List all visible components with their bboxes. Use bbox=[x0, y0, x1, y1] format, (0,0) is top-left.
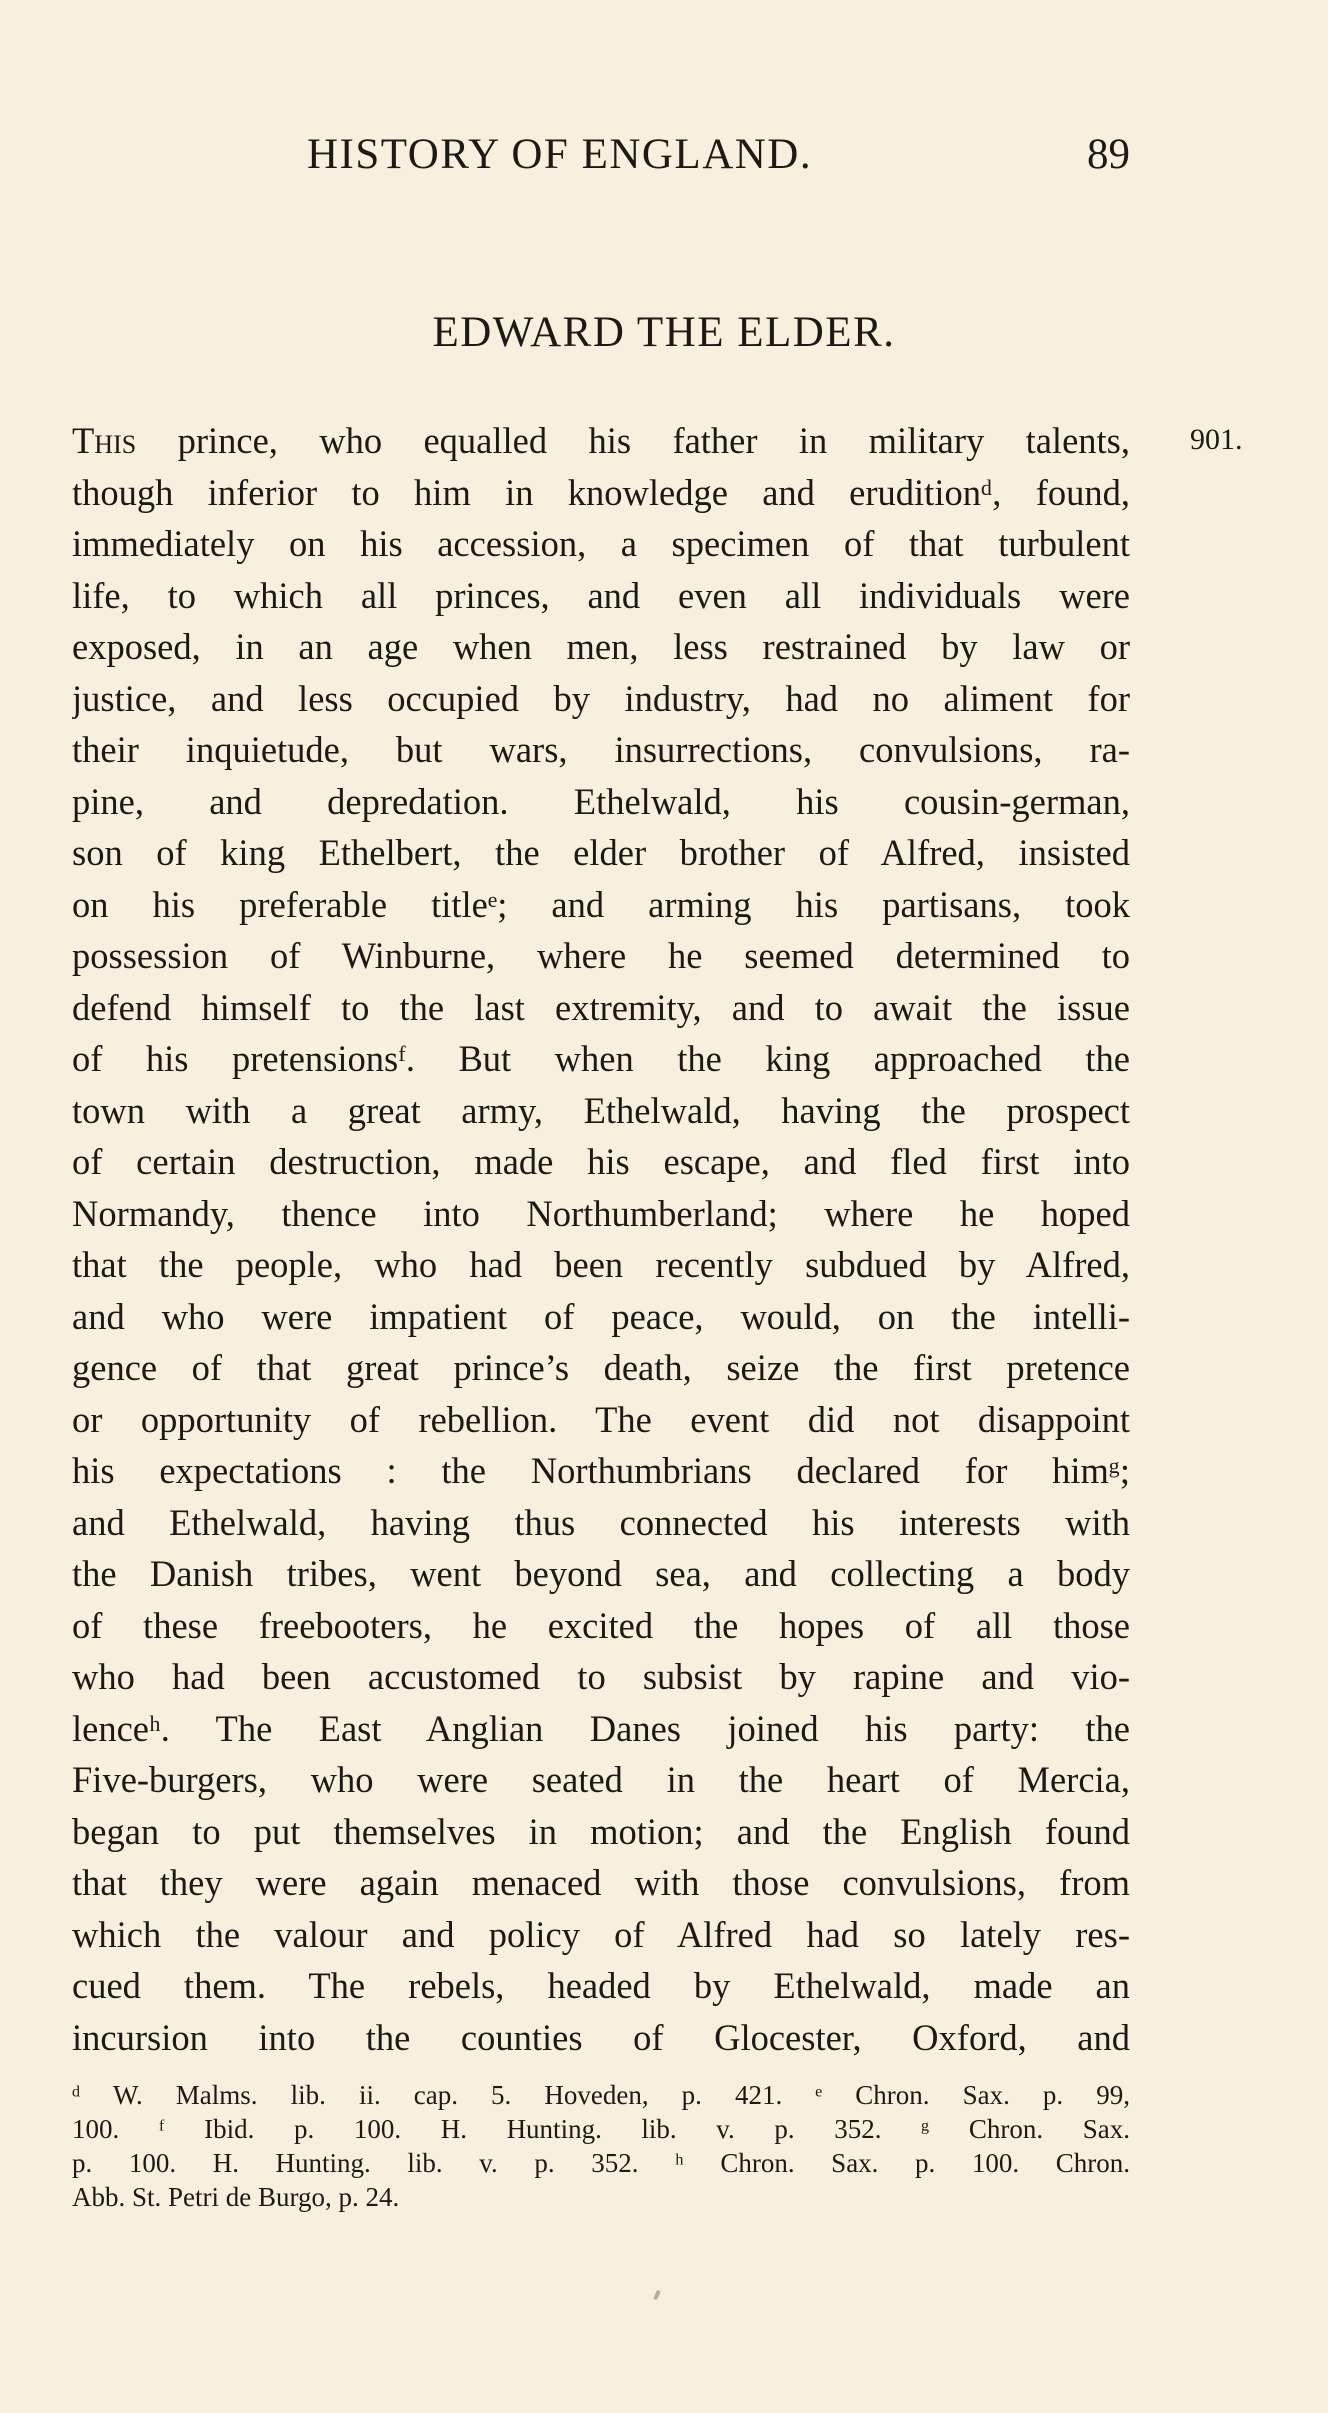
body-line bbox=[72, 415, 1130, 467]
body-line: who had been accustomed to subsist by rapine and vio- bbox=[72, 1656, 1130, 1697]
drop-first-word: This bbox=[72, 420, 137, 461]
body-line: which the valour and policy of Alfred had so lately res- bbox=[72, 1913, 1130, 1955]
body-line: gence of that great prince’s death, seize the first pretence bbox=[72, 1347, 1130, 1388]
footnote-line: ᵈ W. Malms. lib. ii. cap. 5. Hoveden, p. 421. ᵉ Chron. Sax. p. 99, bbox=[72, 2080, 1130, 2110]
body-line: town with a great army, Ethelwald, having the prospect bbox=[72, 1089, 1130, 1131]
footnotes bbox=[72, 2078, 1130, 2214]
footnote-line: Abb. St. Petri de Burgo, p. 24. bbox=[72, 2182, 400, 2212]
body-line: of certain destruction, made his escape, and fled first into bbox=[72, 1141, 1130, 1182]
body-line: possession of Winburne, where he seemed determined to bbox=[72, 935, 1130, 976]
body-line: their inquietude, but wars, insurrections, convulsions, ra- bbox=[72, 729, 1130, 770]
body-line: exposed, in an age when men, less restrained by law or bbox=[72, 626, 1130, 667]
body-line: incursion into the counties of Glocester, Oxford, and bbox=[72, 2016, 1130, 2058]
body-line: of these freebooters, he excited the hopes of all those bbox=[72, 1604, 1130, 1646]
body-line: immediately on his accession, a specimen of that turbulent bbox=[72, 523, 1130, 564]
chapter-heading: EDWARD THE ELDER. bbox=[432, 309, 896, 356]
body-text bbox=[72, 415, 1130, 2063]
body-line: son of king Ethelbert, the elder brother of Alfred, insisted bbox=[72, 832, 1130, 873]
body-line: his expectations : the Northumbrians declared for himᵍ; bbox=[72, 1450, 1130, 1491]
first-line-text: prince, who equalled his father in military talents, bbox=[136, 420, 1130, 461]
body-line: Five-burgers, who were seated in the heart of Mercia, bbox=[72, 1759, 1130, 1800]
body-line: the Danish tribes, went beyond sea, and collecting a body bbox=[72, 1553, 1130, 1594]
running-head bbox=[72, 130, 1130, 190]
body-line: though inferior to him in knowledge and eruditionᵈ, found, bbox=[72, 471, 1130, 513]
body-line: lenceʰ. The East Anglian Danes joined his party: the bbox=[72, 1707, 1130, 1749]
footnote-line: 100. ᶠ Ibid. p. 100. H. Hunting. lib. v. p. 352. ᵍ Chron. Sax. bbox=[72, 2114, 1130, 2144]
body-line: justice, and less occupied by industry, had no aliment for bbox=[72, 677, 1130, 719]
body-line: that they were again menaced with those convulsions, from bbox=[72, 1862, 1130, 1903]
body-line: and Ethelwald, having thus connected his interests with bbox=[72, 1501, 1130, 1543]
body-line: and who were impatient of peace, would, on the intelli- bbox=[72, 1295, 1130, 1337]
paper-speck bbox=[653, 2290, 661, 2301]
footnote-line: p. 100. H. Hunting. lib. v. p. 352. ʰ Chron. Sax. p. 100. Chron. bbox=[72, 2148, 1130, 2178]
page-number: 89 bbox=[1087, 131, 1130, 178]
running-title: HISTORY OF ENGLAND. bbox=[307, 131, 813, 178]
body-line: defend himself to the last extremity, and to await the issue bbox=[72, 986, 1130, 1028]
body-line: or opportunity of rebellion. The event did not disappoint bbox=[72, 1398, 1130, 1440]
body-line: life, to which all princes, and even all individuals were bbox=[72, 574, 1130, 616]
body-line: on his preferable titleᵉ; and arming his partisans, took bbox=[72, 883, 1130, 925]
body-line: of his pretensionsᶠ. But when the king approached the bbox=[72, 1038, 1130, 1079]
margin-year-note: 901. bbox=[1190, 423, 1243, 456]
body-line: cued them. The rebels, headed by Ethelwald, made an bbox=[72, 1965, 1130, 2006]
body-line: that the people, who had been recently subdued by Alfred, bbox=[72, 1244, 1130, 1285]
body-line: Normandy, thence into Northumberland; where he hoped bbox=[72, 1192, 1130, 1234]
body-line: pine, and depredation. Ethelwald, his cousin-german, bbox=[72, 780, 1130, 822]
body-line: began to put themselves in motion; and the English found bbox=[72, 1810, 1130, 1852]
